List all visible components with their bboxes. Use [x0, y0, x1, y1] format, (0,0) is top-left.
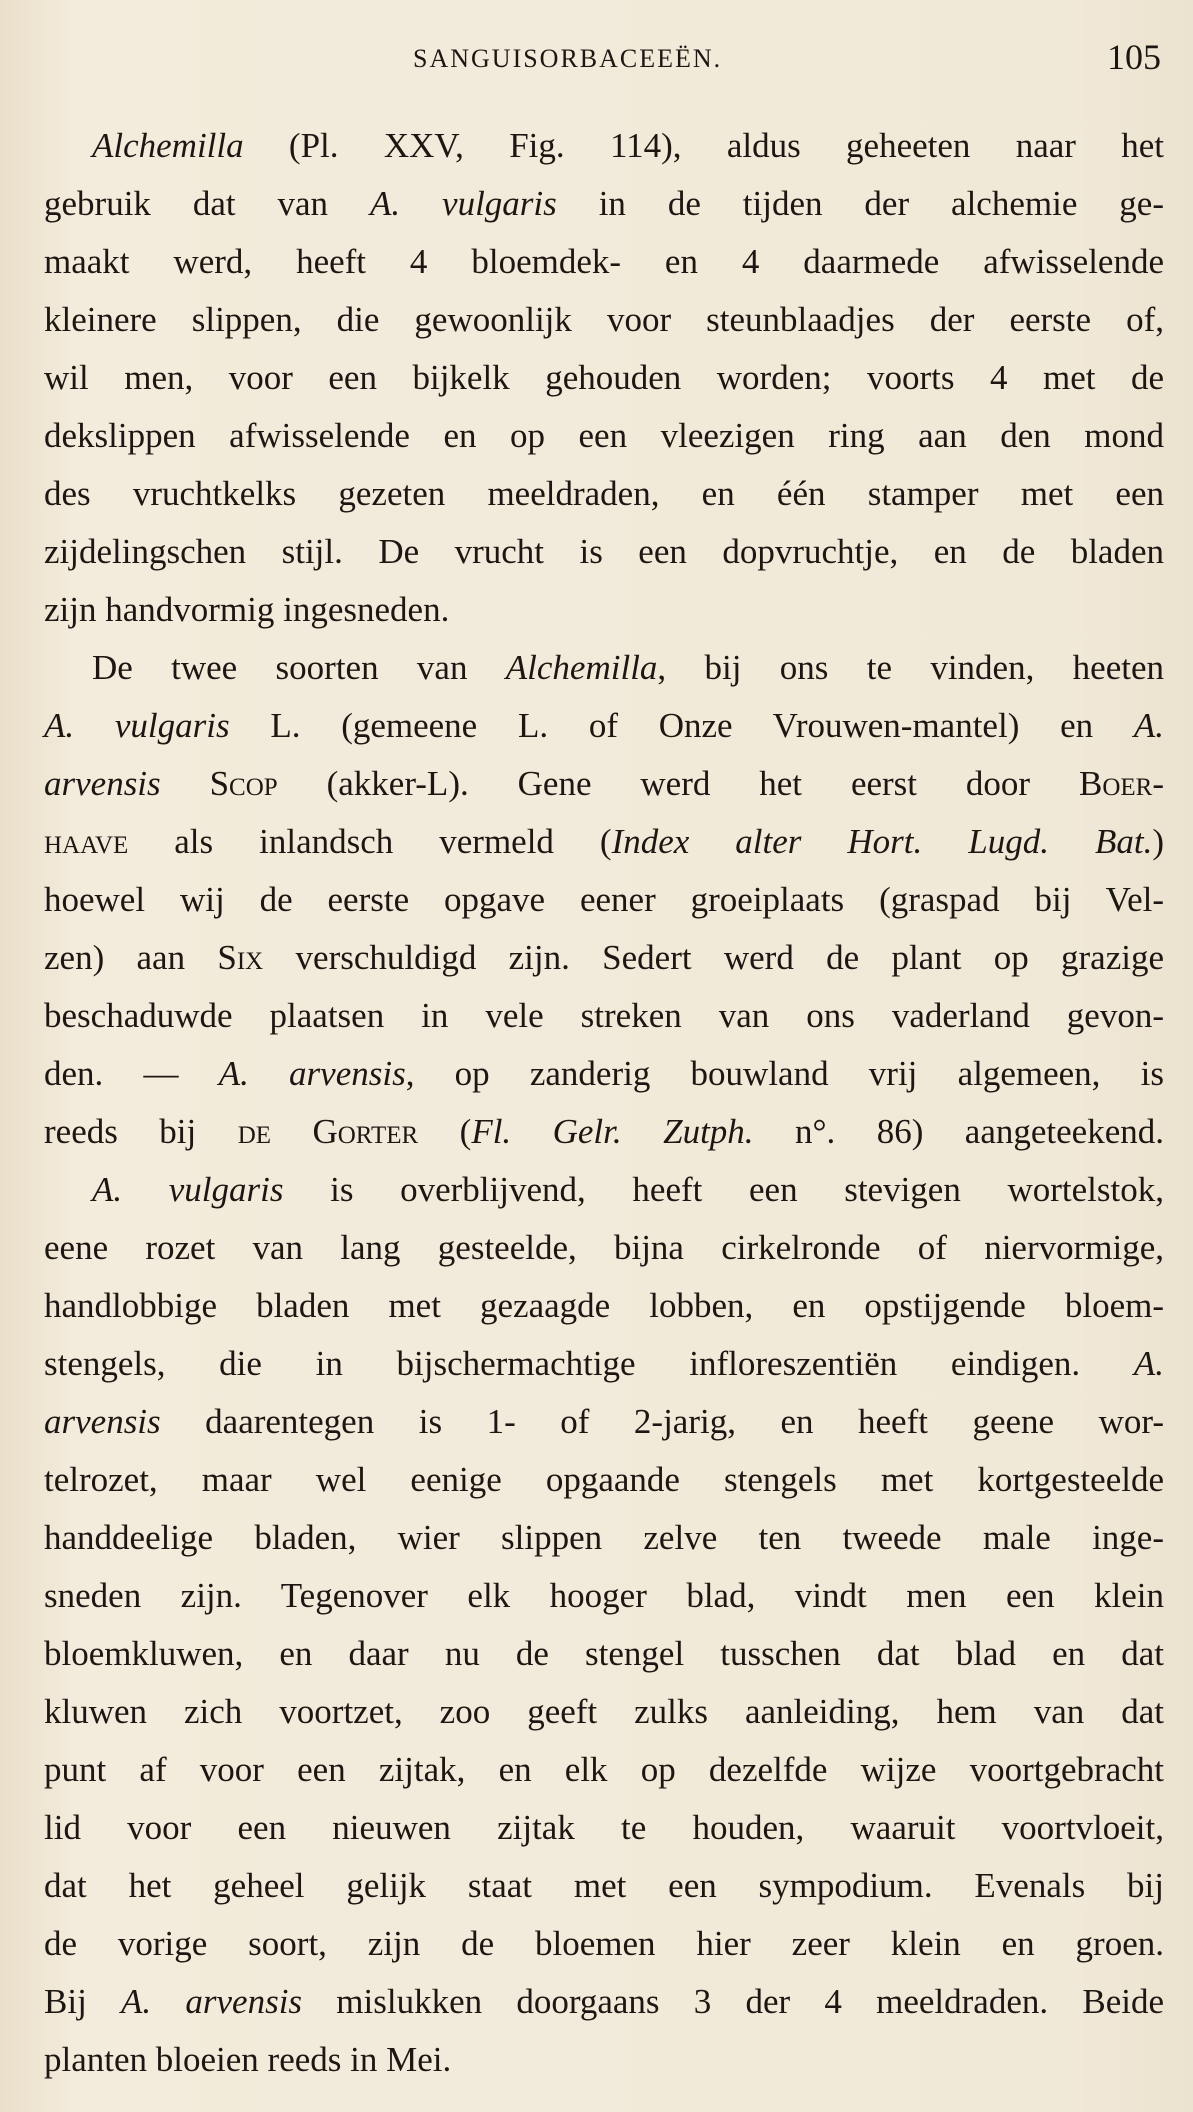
citation-title: Fl. Gelr. Zutph. — [471, 1112, 754, 1151]
text-line: telrozet, maar wel eenige opgaande stengels met kortgesteelde — [44, 1460, 1164, 1499]
page-number: 105 — [1107, 37, 1161, 77]
text-line: dekslippen afwisselende en op een vleezigen ring aan den mond — [44, 416, 1164, 455]
text-line: punt af voor een zijtak, en elk op dezelfde wijze voortgebracht — [44, 1750, 1164, 1789]
taxon-name: arvensis — [44, 764, 161, 803]
taxon-name: A. — [1133, 706, 1164, 745]
text-line: lid voor een nieuwen zijtak te houden, waaruit voortvloeit, — [44, 1808, 1164, 1847]
text-line: des vruchtkelks gezeten meeldraden, en één stamper met een — [44, 474, 1164, 513]
taxon-name: Alchemilla — [92, 126, 244, 165]
text-line: dat het geheel gelijk staat met een sympodium. Evenals bij — [44, 1866, 1164, 1905]
author-name: de Gorter — [237, 1112, 419, 1151]
taxon-name: A. vulgaris — [369, 184, 557, 223]
text-line: arvensis Scop (akker-L). Gene werd het eerst door Boer- — [44, 764, 1164, 803]
text-line: handlobbige bladen met gezaagde lobben, en opstijgende bloem- — [44, 1286, 1164, 1325]
text-line: arvensis daarentegen is 1- of 2-jarig, en heeft geene wor- — [44, 1402, 1164, 1441]
text-line: den. — A. arvensis, op zanderig bouwland vrij algemeen, is — [44, 1054, 1164, 1093]
text-line: de vorige soort, zijn de bloemen hier zeer klein en groen. — [44, 1924, 1164, 1963]
taxon-name: A. arvensis — [121, 1982, 303, 2021]
text-line: bloemkluwen, en daar nu de stengel tusschen dat blad en dat — [44, 1634, 1164, 1673]
text-line: haave als inlandsch vermeld (Index alter Hort. Lugd. Bat.) — [44, 822, 1164, 861]
text-line: A. vulgaris L. (gemeene L. of Onze Vrouwen-mantel) en A. — [44, 706, 1164, 745]
text-line: sneden zijn. Tegenover elk hooger blad, vindt men een klein — [44, 1576, 1164, 1615]
text-line: Bij A. arvensis mislukken doorgaans 3 der 4 meeldraden. Beide — [44, 1982, 1164, 2021]
text-line: De twee soorten van Alchemilla, bij ons te vinden, heeten — [92, 648, 1165, 687]
text-line: kleinere slippen, die gewoonlijk voor steunblaadjes der eerste of, — [44, 300, 1164, 339]
author-name: Six — [217, 938, 264, 977]
text-line: Alchemilla (Pl. XXV, Fig. 114), aldus geheeten naar het — [92, 126, 1164, 165]
citation-title: Index alter Hort. Lugd. Bat. — [611, 822, 1153, 861]
text-line: zen) aan Six verschuldigd zijn. Sedert werd de plant op grazige — [44, 938, 1164, 977]
text-line: stengels, die in bijschermachtige infloreszentiën eindigen. A. — [44, 1344, 1164, 1383]
taxon-name: A. vulgaris — [44, 706, 230, 745]
taxon-name: Alchemilla — [505, 648, 658, 687]
text-line: gebruik dat van A. vulgaris in de tijden der alchemie ge- — [44, 184, 1164, 223]
text-line: zijdelingschen stijl. De vrucht is een dopvruchtje, en de bladen — [44, 532, 1164, 571]
text-line: beschaduwde plaatsen in vele streken van ons vaderland gevon- — [44, 996, 1164, 1035]
text-line: kluwen zich voortzet, zoo geeft zulks aanleiding, hem van dat — [44, 1692, 1164, 1731]
text-line: hoewel wij de eerste opgave eener groeiplaats (graspad bij Vel- — [44, 880, 1164, 919]
taxon-name: A. arvensis — [218, 1054, 406, 1093]
text-line: A. vulgaris is overblijvend, heeft een stevigen wortelstok, — [92, 1170, 1164, 1209]
taxon-name: A. — [1133, 1344, 1164, 1383]
text-line: maakt werd, heeft 4 bloemdek- en 4 daarmede afwisselende — [44, 242, 1164, 281]
page-header — [0, 36, 1193, 80]
taxon-name: arvensis — [44, 1402, 161, 1441]
text-line: eene rozet van lang gesteelde, bijna cirkelronde of niervormige, — [44, 1228, 1164, 1267]
text-line: handdeelige bladen, wier slippen zelve ten tweede male inge- — [44, 1518, 1164, 1557]
running-head: SANGUISORBACEEËN. — [413, 44, 723, 73]
taxon-name: A. vulgaris — [92, 1170, 284, 1209]
author-name: Boer- — [1079, 764, 1164, 803]
author-name: haave — [44, 822, 129, 861]
author-name: Scop — [209, 764, 278, 803]
text-line: wil men, voor een bijkelk gehouden worden; voorts 4 met de — [44, 358, 1164, 397]
text-line: reeds bij de Gorter (Fl. Gelr. Zutph. n°. 86) aangeteekend. — [44, 1112, 1164, 1151]
text-line: planten bloeien reeds in Mei. — [44, 2040, 452, 2079]
text-line: zijn handvormig ingesneden. — [44, 590, 450, 629]
